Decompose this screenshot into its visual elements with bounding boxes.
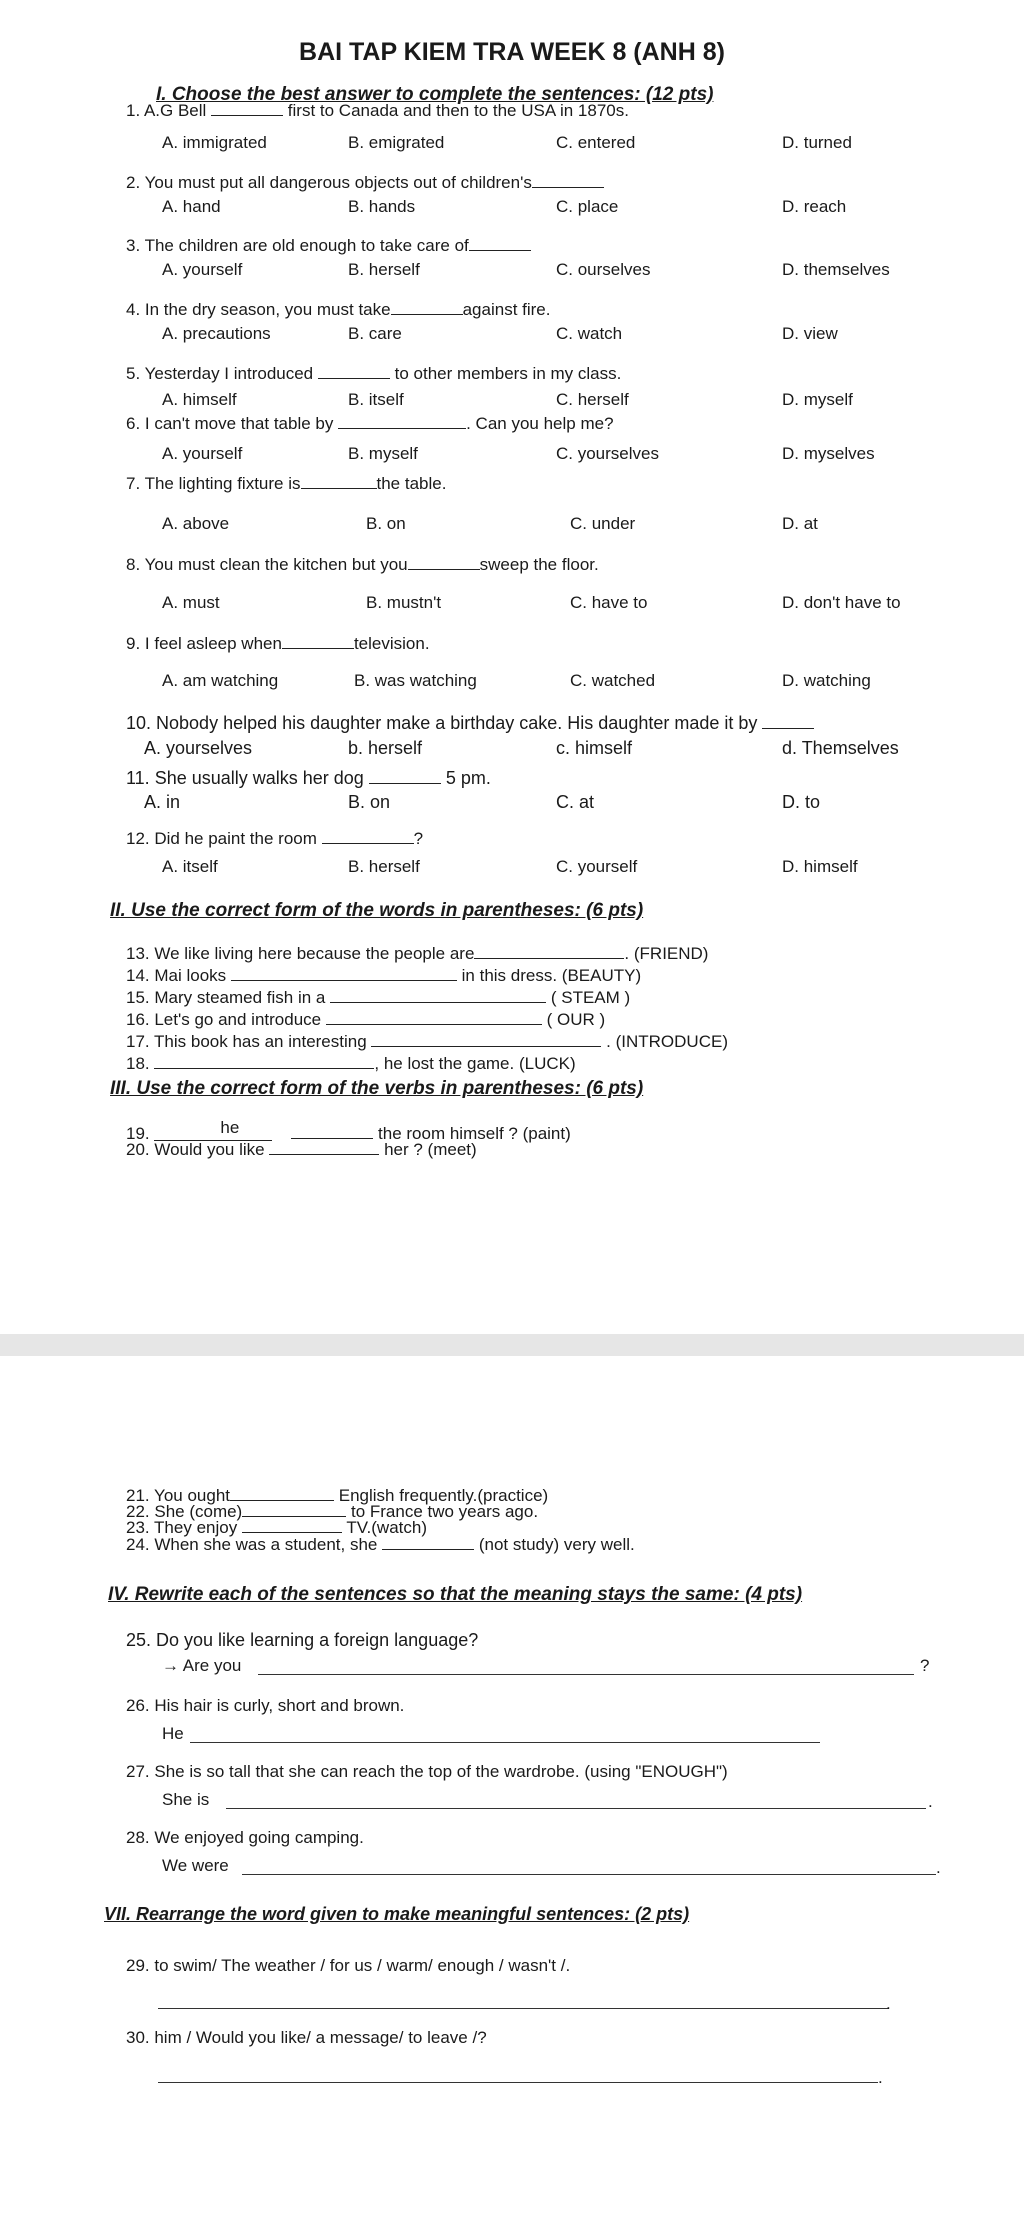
question-29: 29. to swim/ The weather / for us / warm/ enough / wasn't /.	[126, 1956, 571, 1975]
q11-option-a[interactable]: A. in	[144, 792, 181, 812]
question-19: 19. he the room himself ? (paint)	[126, 1118, 571, 1143]
q11-option-d[interactable]: D. to	[782, 792, 821, 812]
question-12: 12. Did he paint the room ?	[126, 829, 424, 848]
q8-option-d[interactable]: D. don't have to	[782, 593, 901, 612]
question-17: 17. This book has an interesting . (INTRODUCE)	[126, 1032, 728, 1051]
q12-option-a[interactable]: A. itself	[162, 857, 218, 876]
q2-option-b[interactable]: B. hands	[348, 197, 416, 216]
q5-option-d[interactable]: D. myself	[782, 390, 853, 409]
q1-option-c[interactable]: C. entered	[556, 133, 636, 152]
q5-option-a[interactable]: A. himself	[162, 390, 237, 409]
q12-option-c[interactable]: C. yourself	[556, 857, 638, 876]
page-break-divider	[0, 1334, 1024, 1356]
q30-answer-line[interactable]	[158, 2082, 878, 2083]
q7-option-b[interactable]: B. on	[366, 514, 406, 533]
q10-option-c[interactable]: c. himself	[556, 738, 633, 758]
q8-option-a[interactable]: A. must	[162, 593, 220, 612]
q25-answer-line[interactable]	[258, 1674, 914, 1675]
question-11: 11. She usually walks her dog 5 pm.	[126, 768, 491, 788]
q27-answer-start: She is	[162, 1790, 210, 1809]
q11-option-b[interactable]: B. on	[348, 792, 391, 812]
question-9: 9. I feel asleep when television.	[126, 634, 430, 653]
section-2-heading: II. Use the correct form of the words in parentheses: (6 pts)	[110, 900, 644, 921]
q1-option-d[interactable]: D. turned	[782, 133, 852, 152]
question-20: 20. Would you like her ? (meet)	[126, 1140, 477, 1159]
question-1: 1. A.G Bell first to Canada and then to the USA in 1870s.	[126, 101, 629, 120]
q3-option-b[interactable]: B. herself	[348, 260, 420, 279]
question-2: 2. You must put all dangerous objects out of children's	[126, 173, 604, 193]
q9-option-c[interactable]: C. watched	[570, 671, 656, 690]
q26-answer-start: He	[162, 1724, 184, 1743]
q6-option-b[interactable]: B. myself	[348, 444, 418, 463]
q6-option-a[interactable]: A. yourself	[162, 444, 243, 463]
q7-option-c[interactable]: C. under	[570, 514, 636, 533]
q28-answer-end: .	[936, 1858, 941, 1877]
q4-option-d[interactable]: D. view	[782, 324, 838, 343]
question-21: 21. You ought English frequently.(practice)	[126, 1486, 549, 1505]
q9-option-d[interactable]: D. watching	[782, 671, 871, 690]
q27-answer-line[interactable]	[226, 1808, 926, 1809]
q1-option-b[interactable]: B. emigrated	[348, 133, 445, 152]
q12-option-b[interactable]: B. herself	[348, 857, 420, 876]
q10-option-d[interactable]: d. Themselves	[782, 738, 899, 758]
q6-option-d[interactable]: D. myselves	[782, 444, 875, 463]
q30-answer-end: .	[878, 2068, 883, 2087]
q9-option-b[interactable]: B. was watching	[354, 671, 477, 690]
q3-option-c[interactable]: C. ourselves	[556, 260, 651, 279]
question-6: 6. I can't move that table by . Can you help me?	[126, 414, 614, 433]
question-4: 4. In the dry season, you must take against fire.	[126, 300, 551, 319]
question-14: 14. Mai looks in this dress. (BEAUTY)	[126, 966, 642, 985]
q29-answer-line[interactable]	[158, 2008, 888, 2009]
q28-answer-line[interactable]	[242, 1874, 936, 1875]
question-3: 3. The children are old enough to take care of	[126, 236, 531, 256]
q10-option-a[interactable]: A. yourselves	[144, 738, 253, 758]
q1-option-a[interactable]: A. immigrated	[162, 133, 267, 152]
q2-option-d[interactable]: D. reach	[782, 197, 847, 216]
q3-option-a[interactable]: A. yourself	[162, 260, 243, 279]
q4-option-c[interactable]: C. watch	[556, 324, 623, 343]
question-28: 28. We enjoyed going camping.	[126, 1828, 364, 1847]
section-4-heading: IV. Rewrite each of the sentences so that the meaning stays the same: (4 pts)	[108, 1584, 803, 1605]
question-22: 22. She (come) to France two years ago.	[126, 1502, 539, 1521]
question-7: 7. The lighting fixture is the table.	[126, 474, 447, 493]
question-10: 10. Nobody helped his daughter make a birthday cake. His daughter made it by	[126, 713, 814, 734]
q29-answer-end: .	[886, 1994, 891, 2013]
q11-option-c[interactable]: C. at	[556, 792, 595, 812]
question-23: 23. They enjoy TV.(watch)	[126, 1518, 427, 1537]
question-24: 24. When she was a student, she (not study) very well.	[126, 1535, 635, 1554]
question-25: 25. Do you like learning a foreign language?	[126, 1630, 479, 1650]
q27-answer-end: .	[928, 1792, 933, 1811]
q25-answer-start: → Are you	[162, 1656, 242, 1675]
section-1-heading: I. Choose the best answer to complete the sentences: (12 pts)	[156, 84, 714, 105]
question-8: 8. You must clean the kitchen but you sweep the floor.	[126, 555, 599, 574]
section-7-heading: VII. Rearrange the word given to make meaningful sentences: (2 pts)	[104, 1904, 690, 1924]
q8-option-b[interactable]: B. mustn't	[366, 593, 442, 612]
q26-answer-line[interactable]	[190, 1742, 820, 1743]
q5-option-b[interactable]: B. itself	[348, 390, 404, 409]
q5-option-c[interactable]: C. herself	[556, 390, 629, 409]
q8-option-c[interactable]: C. have to	[570, 593, 648, 612]
question-30: 30. him / Would you like/ a message/ to leave /?	[126, 2028, 487, 2047]
question-18: 18. , he lost the game. (LUCK)	[126, 1054, 576, 1073]
question-5: 5. Yesterday I introduced to other members in my class.	[126, 364, 622, 383]
q2-option-a[interactable]: A. hand	[162, 197, 221, 216]
page-title: BAI TAP KIEM TRA WEEK 8 (ANH 8)	[299, 38, 725, 66]
question-13: 13. We like living here because the people are . (FRIEND)	[126, 944, 709, 963]
q10-option-b[interactable]: b. herself	[348, 738, 423, 758]
q9-option-a[interactable]: A. am watching	[162, 671, 279, 690]
q6-option-c[interactable]: C. yourselves	[556, 444, 659, 463]
section-3-heading: III. Use the correct form of the verbs in parentheses: (6 pts)	[110, 1078, 644, 1099]
question-27: 27. She is so tall that she can reach the top of the wardrobe. (using "ENOUGH")	[126, 1762, 728, 1781]
q12-option-d[interactable]: D. himself	[782, 857, 858, 876]
q3-option-d[interactable]: D. themselves	[782, 260, 890, 279]
question-16: 16. Let's go and introduce ( OUR )	[126, 1010, 606, 1029]
q4-option-a[interactable]: A. precautions	[162, 324, 271, 343]
q7-option-d[interactable]: D. at	[782, 514, 818, 533]
q4-option-b[interactable]: B. care	[348, 324, 402, 343]
q7-option-a[interactable]: A. above	[162, 514, 230, 533]
q25-answer-end: ?	[920, 1656, 930, 1675]
question-15: 15. Mary steamed fish in a ( STEAM )	[126, 988, 631, 1007]
question-26: 26. His hair is curly, short and brown.	[126, 1696, 405, 1715]
q28-answer-start: We were	[162, 1856, 229, 1875]
q2-option-c[interactable]: C. place	[556, 197, 619, 216]
